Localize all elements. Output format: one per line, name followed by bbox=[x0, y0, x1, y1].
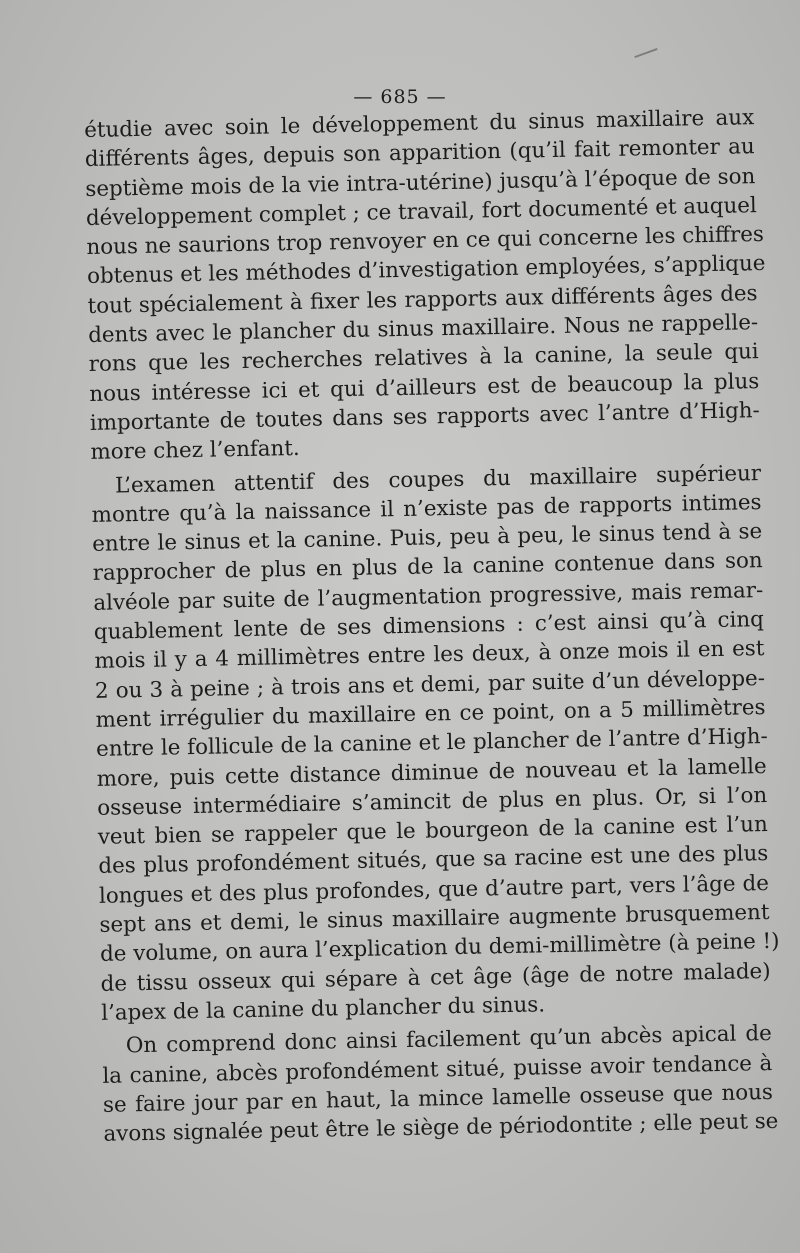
text-line: On comprend donc ainsi facilement qu’un abcès apical de bbox=[125, 1021, 772, 1059]
text-line: quablement lente de ses dimensions : c’est ainsi qu’à cinq bbox=[93, 607, 765, 645]
text-line: tout spécialement à fixer les rapports aux différents âges des bbox=[87, 280, 758, 319]
text-line: des plus profondément situés, que sa racine est une des plus bbox=[98, 841, 769, 880]
text-line: développement complet ; ce travail, fort documenté et auquel bbox=[85, 192, 758, 231]
text-line: montre qu’à la naissance il n’existe pas de rapports intimes bbox=[91, 489, 762, 528]
text-line: more chez l’enfant. bbox=[90, 436, 300, 466]
text-line: importante de toutes dans ses rapports avec l’antre d’High- bbox=[89, 398, 761, 436]
text-line: se faire jour par en haut, la mince lamelle osseuse que nous bbox=[102, 1079, 774, 1118]
text-line: de volume, on aura l’explication du demi-millimètre (à peine !) bbox=[99, 929, 780, 968]
text-line: longues et des plus profondes, que d’autre part, vers l’âge de bbox=[98, 870, 770, 909]
text-line: nous ne saurions trop renvoyer en ce qui concerne les chiffres bbox=[86, 222, 765, 261]
paragraph-3 bbox=[102, 1019, 779, 1149]
text-line: obtenus et les méthodes d’investigation employées, s’applique bbox=[86, 251, 766, 290]
text-line: alvéole par suite de l’augmentation progressive, mais remar- bbox=[93, 577, 764, 616]
paragraph-2 bbox=[91, 459, 780, 1028]
body-text bbox=[84, 103, 780, 1149]
text-line: osseuse intermédiaire s’amincit de plus en plus. Or, si l’on bbox=[97, 782, 768, 821]
text-line: L’examen attentif des coupes du maxillaire supérieur bbox=[114, 460, 762, 499]
text-line: 2 ou 3 à peine ; à trois ans et demi, par suite d’un développe- bbox=[94, 665, 766, 704]
text-line: entre le follicule de la canine et le plancher de l’antre d’High- bbox=[95, 724, 768, 763]
text-line: veut bien se rappeler que le bourgeon de la canine est l’un bbox=[97, 812, 768, 850]
text-line: ment irrégulier du maxillaire en ce point, on a 5 millimètres bbox=[95, 694, 766, 733]
paragraph-1 bbox=[84, 103, 766, 467]
text-line: de tissu osseux qui sépare à cet âge (âge de notre malade) bbox=[100, 958, 771, 997]
text-line: mois il y a 4 millimètres entre les deux, à onze mois il en est bbox=[94, 636, 765, 675]
ink-speck bbox=[634, 48, 657, 58]
text-line: rons que les recherches relatives à la canine, la seule qui bbox=[88, 339, 759, 378]
text-line: la canine, abcès profondément situé, puisse avoir tendance à bbox=[102, 1050, 773, 1089]
text-line: avons signalée peut être le siège de périodontite ; elle peut se bbox=[103, 1108, 779, 1147]
text-line: nous intéresse ici et qui d’ailleurs est de beaucoup la plus bbox=[89, 368, 760, 407]
text-line: différents âges, depuis son apparition (qu’il fait remonter au bbox=[84, 134, 755, 173]
text-line: dents avec le plancher du sinus maxillaire. Nous ne rappelle- bbox=[87, 310, 759, 349]
text-line: l’apex de la canine du plancher du sinus. bbox=[100, 992, 546, 1026]
text-line: sept ans et demi, le sinus maxillaire augmente brusquement bbox=[99, 900, 770, 938]
text-line: entre le sinus et la canine. Puis, peu à peu, le sinus tend à se bbox=[91, 519, 763, 558]
text-line: rapprocher de plus en plus de la canine contenue dans son bbox=[92, 548, 763, 587]
text-line: septième mois de la vie intra-utérine) jusqu’à l’époque de son bbox=[85, 163, 756, 202]
text-line: étudie avec soin le développement du sinus maxillaire aux bbox=[84, 105, 755, 143]
text-line: more, puis cette distance diminue de nouveau et la lamelle bbox=[96, 753, 767, 792]
page-number: — 685 — bbox=[353, 86, 447, 108]
